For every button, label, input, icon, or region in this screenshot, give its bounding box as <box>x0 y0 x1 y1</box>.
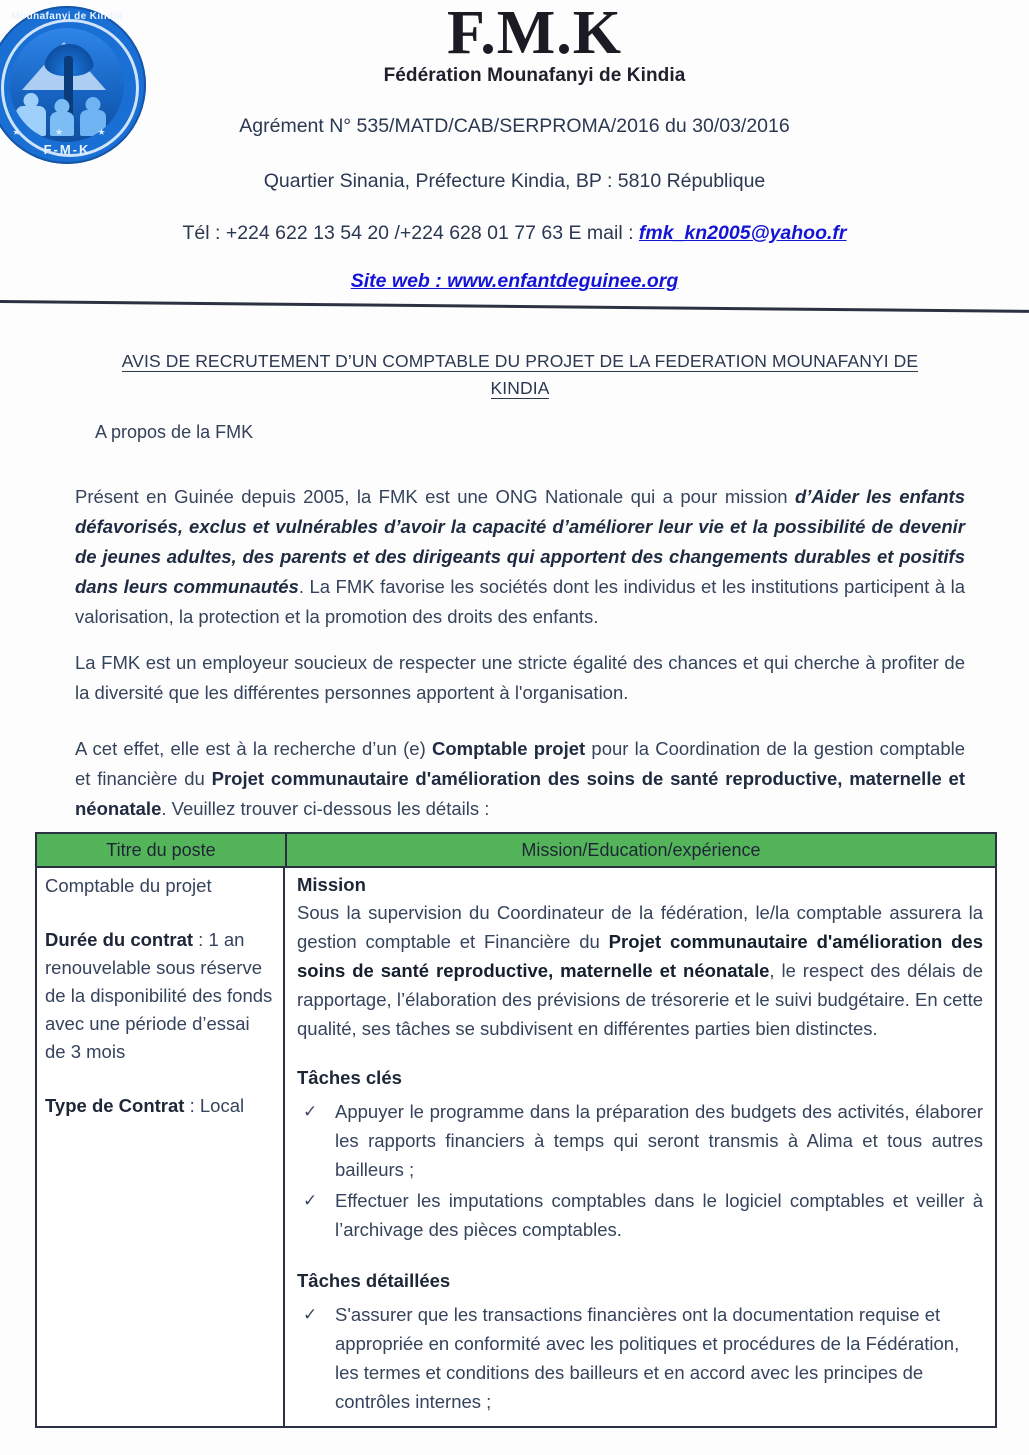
paragraph-about <box>75 482 965 632</box>
table-cell-mission <box>285 868 995 1426</box>
spacer <box>45 1066 275 1092</box>
seal-stars: ★ ★ ★ <box>12 127 122 137</box>
address-line: Quartier Sinania, Préfecture Kindia, BP : 5810 République <box>263 170 766 192</box>
seal-bottom-text: F-M-K <box>43 142 91 157</box>
fmk-acronym: F.M.K <box>447 0 622 67</box>
table-header-row <box>37 834 995 868</box>
para3-part2: pour la Coordination de la gestion comptable et financière du <box>75 738 966 789</box>
para3-project: Projet communautaire d'amélioration des soins de santé reproductive, maternelle et néonatale <box>75 768 965 819</box>
list-item-text: Effectuer les imputations comptables dans le logiciel comptables et veiller à l’archivage des pièces comptables. <box>335 1190 983 1240</box>
section-subheading: A propos de la FMK <box>95 422 254 442</box>
contact-line <box>0 222 1029 245</box>
table-cell-post-title <box>37 868 285 1426</box>
job-details-table <box>35 832 997 1428</box>
list-item-text: Appuyer le programme dans la préparation des budgets des activités, élaborer les rapports financiers à temps qui seront transmis à Alima et tous autres bailleurs ; <box>335 1101 983 1180</box>
list-item <box>297 1097 983 1184</box>
table-row <box>37 868 995 1426</box>
contract-type-value: : Local <box>184 1095 245 1116</box>
website-line <box>0 270 1029 293</box>
key-tasks-heading: Tâches clés <box>297 1067 402 1088</box>
contract-duration-label: Durée du contrat <box>45 929 194 950</box>
page-title <box>95 348 945 402</box>
paragraph-vacancy <box>75 734 965 824</box>
para1-mission-emphasis: d’Aider les enfants défavorisés, exclus et vulnérables d’avoir la capacité d’améliorer leur vie et la possibilité de devenir de jeunes adultes, des parents et des dirigeants qui apportent des changements durables et positifs dans leurs communautés <box>75 486 965 597</box>
fmk-wordmark <box>0 2 1029 87</box>
contract-type-label: Type de Contrat <box>45 1095 185 1116</box>
fmk-full-name: Fédération Mounafanyi de Kindia <box>383 65 686 86</box>
list-item <box>297 1186 983 1244</box>
seal-top-text: Mounafanyi de Kindia <box>11 11 123 22</box>
check-icon: ✓ <box>303 1191 318 1210</box>
mission-project-bold: Projet communautaire d'amélioration des soins de santé reproductive, maternelle et néonatale <box>297 931 983 981</box>
mission-text <box>297 898 983 1043</box>
job-title-text: Comptable du projet <box>45 875 212 896</box>
key-tasks-list <box>297 1097 983 1244</box>
contract-type <box>45 1092 275 1120</box>
list-item <box>297 1300 983 1416</box>
check-icon: ✓ <box>303 1305 318 1324</box>
para3-part3: . Veuillez trouver ci-dessous les détails : <box>161 798 490 819</box>
contract-duration-value: : 1 an renouvelable sous réserve de la disponibilité des fonds avec une période d’essai de 3 mois <box>45 929 273 1062</box>
para3-role: Comptable projet <box>431 738 586 759</box>
spacer <box>297 1246 983 1268</box>
email-link[interactable]: fmk_kn2005@yahoo.fr <box>638 222 847 244</box>
website-link[interactable]: Site web : www.enfantdeguinee.org <box>350 270 679 292</box>
mission-part1: Sous la supervision du Coordinateur de la fédération, le/la comptable assurera la gestion comptable et Financière du <box>297 902 983 952</box>
spacer <box>45 900 275 926</box>
para1-tail: . La FMK favorise les sociétés dont les individus et les institutions participent à la valorisation, la protection et la promotion des droits des enfants. <box>75 576 966 627</box>
spacer <box>297 1043 983 1065</box>
mission-heading: Mission <box>297 874 366 895</box>
paragraph-equal-opportunity: La FMK est un employeur soucieux de respecter une stricte égalité des chances et qui cherche à profiter de la diversité que les différentes personnes apportent à l'organisation. <box>75 652 965 703</box>
check-icon: ✓ <box>303 1102 318 1121</box>
table-header-cell-mission: Mission/Education/expérience <box>521 839 761 860</box>
agrement-line: Agrément N° 535/MATD/CAB/SERPROMA/2016 du 30/03/2016 <box>239 115 790 137</box>
telephone-text: Tél : +224 622 13 54 20 /+224 628 01 77 63 E mail : <box>182 222 639 244</box>
letterhead <box>0 0 1029 300</box>
list-item-text: S'assurer que les transactions financières ont la documentation requise et appropriée en conformité avec les politiques et procédures de la Fédération, les termes et conditions des bailleurs et en accord avec les principes de contrôles internes ; <box>335 1304 960 1412</box>
para3-part1: A cet effet, elle est à la recherche d’un (e) <box>75 738 432 759</box>
detailed-tasks-heading: Tâches détaillées <box>297 1270 451 1291</box>
para1-lead: Présent en Guinée depuis 2005, la FMK est une ONG Nationale qui a pour mission <box>75 486 795 507</box>
detailed-tasks-list <box>297 1300 983 1416</box>
table-header-cell-title: Titre du poste <box>37 834 287 866</box>
header-divider <box>0 300 1029 313</box>
contract-duration <box>45 926 275 1066</box>
page-title-text: AVIS DE RECRUTEMENT D’UN COMPTABLE DU PROJET DE LA FEDERATION MOUNAFANYI DE KINDIA <box>121 351 919 398</box>
mission-part2: , le respect des délais de rapportage, l’élaboration des prévisions de trésorerie et le suivi budgétaire. En cette qualité, ses tâches se subdivisent en différentes parties bien distinctes. <box>297 960 984 1039</box>
